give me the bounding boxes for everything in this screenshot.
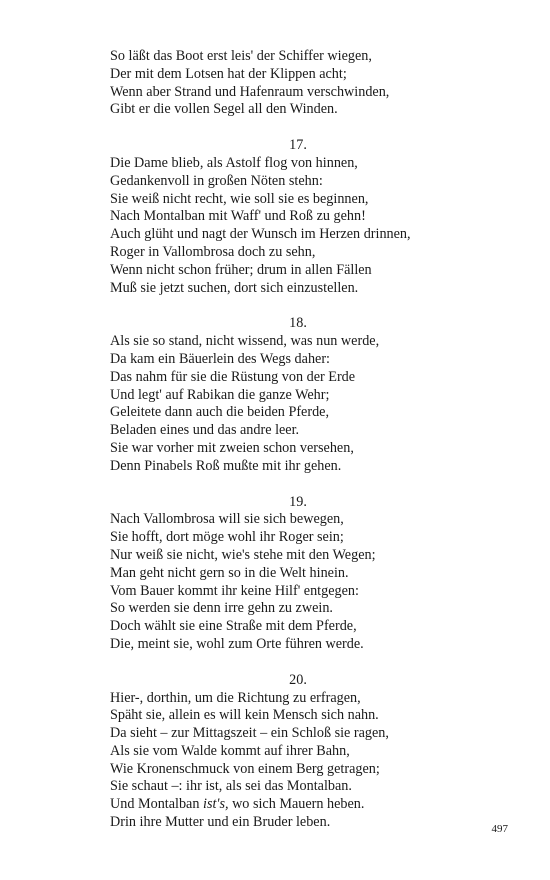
verse-line: Und Montalban ist's, wo sich Mauern heben. — [110, 796, 365, 813]
verse-line: Wie Kronenschmuck von einem Berg getragen; — [110, 760, 380, 777]
verse-line: Hier-, dorthin, um die Richtung zu erfragen, — [110, 689, 361, 706]
verse-line: Nach Montalban mit Waff' und Roß zu gehn! — [110, 208, 366, 225]
verse-line: Doch wählt sie eine Straße mit dem Pferde, — [110, 618, 357, 635]
verse-line: Sie weiß nicht recht, wie soll sie es beginnen, — [110, 190, 369, 207]
stanza — [110, 315, 510, 475]
verse-line: Geleitete dann auch die beiden Pferde, — [110, 404, 330, 421]
verse-line: Nur weiß sie nicht, wie's stehe mit den Wegen; — [110, 546, 376, 563]
stanza-number: 19. — [289, 493, 307, 510]
verse-line: Das nahm für sie die Rüstung von der Erde — [110, 368, 356, 385]
verse-line: Muß sie jetzt suchen, dort sich einzustellen. — [110, 279, 359, 296]
verse-line: So läßt das Boot erst leis' der Schiffer wiegen, — [110, 48, 372, 64]
verse-line: Sie schaut –: ihr ist, als sei das Montalban. — [110, 778, 352, 795]
stanza — [110, 494, 510, 654]
verse-line: Denn Pinabels Roß mußte mit ihr gehen. — [110, 457, 342, 474]
verse-line: Beladen eines und das andre leer. — [110, 422, 300, 439]
verse-line: Die, meint sie, wohl zum Orte führen werde. — [110, 635, 364, 652]
stanza — [110, 48, 510, 119]
verse-line: Gedankenvoll in großen Nöten stehn: — [110, 172, 323, 189]
page-number: 497 — [491, 823, 508, 835]
stanza-number: 20. — [289, 671, 307, 688]
verse-line: Gibt er die vollen Segel all den Winden. — [110, 101, 338, 118]
stanza — [110, 137, 510, 297]
verse-line: Die Dame blieb, als Astolf flog von hinnen, — [110, 154, 358, 171]
verse-line: Da sieht – zur Mittagszeit – ein Schloß sie ragen, — [110, 725, 389, 742]
verse-line: Wenn nicht schon früher; drum in allen Fällen — [110, 261, 372, 278]
verse-line: Sie war vorher mit zweien schon versehen, — [110, 439, 354, 456]
verse-line: Der mit dem Lotsen hat der Klippen acht; — [110, 65, 347, 82]
stanza-number: 17. — [289, 137, 307, 154]
verse-line: So werden sie denn irre gehn zu zwein. — [110, 600, 333, 617]
verse-line: Nach Vallombrosa will sie sich bewegen, — [110, 511, 344, 528]
verse-line: Auch glüht und nagt der Wunsch im Herzen drinnen, — [110, 226, 411, 243]
verse-line: Wenn aber Strand und Hafenraum verschwinden, — [110, 83, 390, 100]
verse-line: Man geht nicht gern so in die Welt hinein. — [110, 564, 349, 581]
verse-line: Späht sie, allein es will kein Mensch sich nahn. — [110, 707, 379, 724]
stanza-number: 18. — [289, 315, 307, 332]
verse-line: Da kam ein Bäuerlein des Wegs daher: — [110, 350, 331, 367]
verse-line: Roger in Vallombrosa doch zu sehn, — [110, 243, 316, 260]
verse-line: Und legt' auf Rabikan die ganze Wehr; — [110, 386, 330, 403]
poem-text — [110, 48, 510, 832]
verse-line: Drin ihre Mutter und ein Bruder leben. — [110, 814, 331, 831]
verse-line: Sie hofft, dort möge wohl ihr Roger sein; — [110, 529, 344, 546]
stanza — [110, 672, 510, 832]
verse-line: Als sie so stand, nicht wissend, was nun werde, — [110, 333, 380, 350]
verse-line: Als sie vom Walde kommt auf ihrer Bahn, — [110, 742, 350, 759]
verse-line: Vom Bauer kommt ihr keine Hilf' entgegen: — [110, 582, 359, 599]
